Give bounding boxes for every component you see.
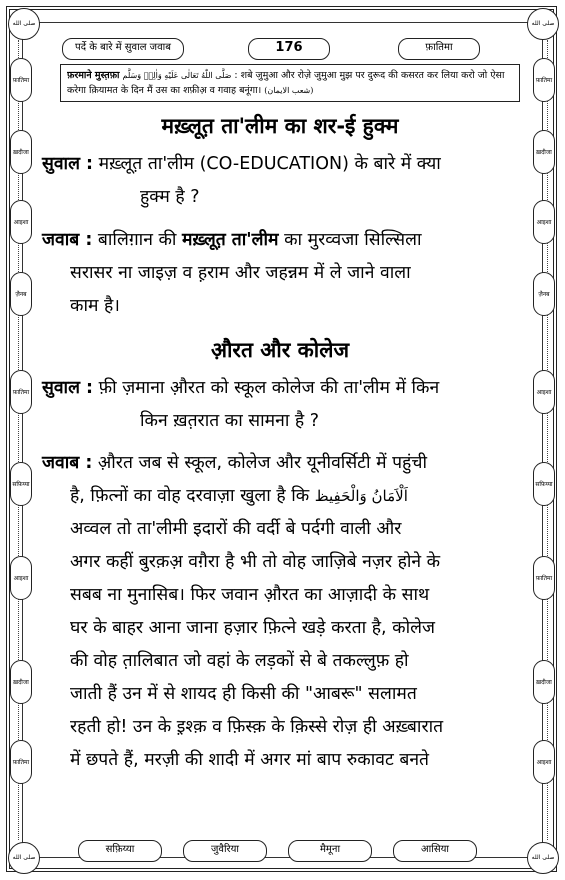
corner-ornament-bottom-left: صلى الله bbox=[8, 842, 40, 874]
answer-text: घर के बाहर आना जाना हज़ार फ़ित्ने खड़े करता है, कोलेज bbox=[70, 618, 435, 638]
answer-bold-term: मख़्लूत़ ता'लीम bbox=[182, 230, 279, 250]
border-medallion-left: आइशा bbox=[10, 200, 32, 244]
border-medallion-right: ज़ैनब bbox=[533, 272, 555, 316]
question-text: किन ख़त़रात का सामना है ? bbox=[140, 411, 320, 431]
border-medallion-left: ख़दीजा bbox=[10, 130, 32, 174]
border-medallion-left: आइशा bbox=[10, 556, 32, 600]
border-medallion-right: ख़दीजा bbox=[533, 130, 555, 174]
hadith-label: फ़रमाने मुस्त़फ़ा bbox=[67, 70, 120, 81]
border-medallion-right: आइशा bbox=[533, 740, 555, 784]
hadith-text-line2: करेगा क़ियामत के दिन मैं उस का शफ़ीअ़ व गवाह बनूंगा। bbox=[67, 85, 262, 96]
answer-text: अगर कहीं बुरक़अ़ वग़ैरा है भी तो वोह जाज़िबे नज़र होने के bbox=[70, 552, 441, 572]
answer-text: काम है। bbox=[70, 296, 120, 316]
hadith-salutation: صَلَّى اللّٰهُ تَعَالٰى عَلَيْهِ وَاٰلِهٖ وَسَلَّم bbox=[122, 71, 232, 80]
hadith-box bbox=[60, 64, 520, 102]
answer-text: सबब ना मुनासिब। फिर जवान औ़रत का आज़ादी के साथ bbox=[70, 585, 430, 605]
border-medallion-left: फ़ातिमा bbox=[10, 58, 32, 102]
question-text: हुक्म है ? bbox=[140, 187, 200, 207]
question-2 bbox=[42, 372, 514, 438]
section-heading-woman-college: औ़रत और कोलेज bbox=[210, 338, 350, 362]
answer-text: की वोह त़ालिबात जो वहां के लड़कों से बे तकल्लुफ़ हो bbox=[70, 651, 409, 671]
border-medallion-left: सफ़िय्या bbox=[10, 462, 32, 506]
question-text: मख़्लूत़ ता'लीम (CO-EDUCATION) के बारे में क्या bbox=[93, 154, 441, 174]
answer-text: रहती हो! उन के इ़श्क़ व फ़िस्क़ के क़िस्से रोज़ ही अख़्बारात bbox=[70, 717, 444, 737]
hadith-text-line1: : शबे जुमुआ और रोज़े जुमुआ मुझ पर दुरूद की कसरत कर लिया करो जो ऐसा bbox=[234, 70, 505, 81]
answer-text: बालिग़ान की bbox=[92, 230, 183, 250]
corner-ornament-top-right: صلى الله bbox=[527, 8, 559, 40]
question-label: सुवाल : bbox=[42, 154, 94, 174]
answer-text: औ़रत जब से स्कूल, कोलेज और यूनीवर्सिटी में पहुंची bbox=[92, 453, 427, 473]
border-medallion-right: ख़दीजा bbox=[533, 660, 555, 704]
border-medallion-left: ज़ैनब bbox=[10, 272, 32, 316]
border-medallion-right: आइशा bbox=[533, 370, 555, 414]
answer-2 bbox=[42, 447, 514, 777]
answer-text: अव्वल तो ता'लीमी इदारों की वर्दी बे पर्दगी वाली और bbox=[70, 519, 402, 539]
page-header bbox=[58, 38, 518, 60]
border-medallion-right: सफ़िय्या bbox=[533, 462, 555, 506]
section-heading-coeducation: मख़्लूत़ ता'लीम का शर-ई हुक्म bbox=[161, 114, 399, 138]
border-medallion-right: आइशा bbox=[533, 200, 555, 244]
header-book-title: पर्दे के बारे में सुवाल जवाब bbox=[62, 38, 184, 60]
footer-name: सफ़िय्या bbox=[78, 840, 162, 862]
corner-ornament-bottom-right: صلى الله bbox=[527, 842, 559, 874]
border-medallion-left: ख़दीजा bbox=[10, 660, 32, 704]
answer-1 bbox=[42, 224, 514, 323]
arabic-phrase: اَلْاَمَانُ وَالْحَفِيظ bbox=[314, 487, 408, 505]
footer-name: जुवैरिया bbox=[183, 840, 267, 862]
footer-name: मैमूना bbox=[288, 840, 372, 862]
answer-text: का मुरव्वजा सिल्सिला bbox=[278, 230, 422, 250]
footer-name: आसिया bbox=[393, 840, 477, 862]
page-footer bbox=[58, 840, 518, 862]
corner-ornament-top-left: صلى الله bbox=[8, 8, 40, 40]
page-number: 176 bbox=[248, 38, 330, 60]
hadith-source: (شعب الايمان) bbox=[264, 86, 314, 95]
answer-label: जवाब : bbox=[42, 230, 93, 250]
border-medallion-left: फ़ातिमा bbox=[10, 370, 32, 414]
border-medallion-right: फ़ातिमा bbox=[533, 58, 555, 102]
border-medallion-right: फ़ातिमा bbox=[533, 556, 555, 600]
question-1 bbox=[42, 148, 514, 214]
header-chapter-name: फ़ातिमा bbox=[398, 38, 480, 60]
answer-text: है, फ़ित्नों का वोह दरवाज़ा खुला है कि bbox=[70, 486, 315, 506]
answer-label: जवाब : bbox=[42, 453, 93, 473]
answer-text: जाती हैं उन में से शायद ही किसी की "आबरू" सलामत bbox=[70, 684, 417, 704]
answer-text: सरासर ना जाइज़ व ह़राम और जहन्नम में ले जाने वाला bbox=[70, 263, 411, 283]
answer-text: में छपते हैं, मरज़ी की शादी में अगर मां बाप रुकावट बनते bbox=[70, 750, 430, 770]
question-text: फ़ी ज़माना औ़रत को स्कूल कोलेज की ता'लीम में किन bbox=[93, 378, 440, 398]
question-label: सुवाल : bbox=[42, 378, 94, 398]
border-medallion-left: फ़ातिमा bbox=[10, 740, 32, 784]
